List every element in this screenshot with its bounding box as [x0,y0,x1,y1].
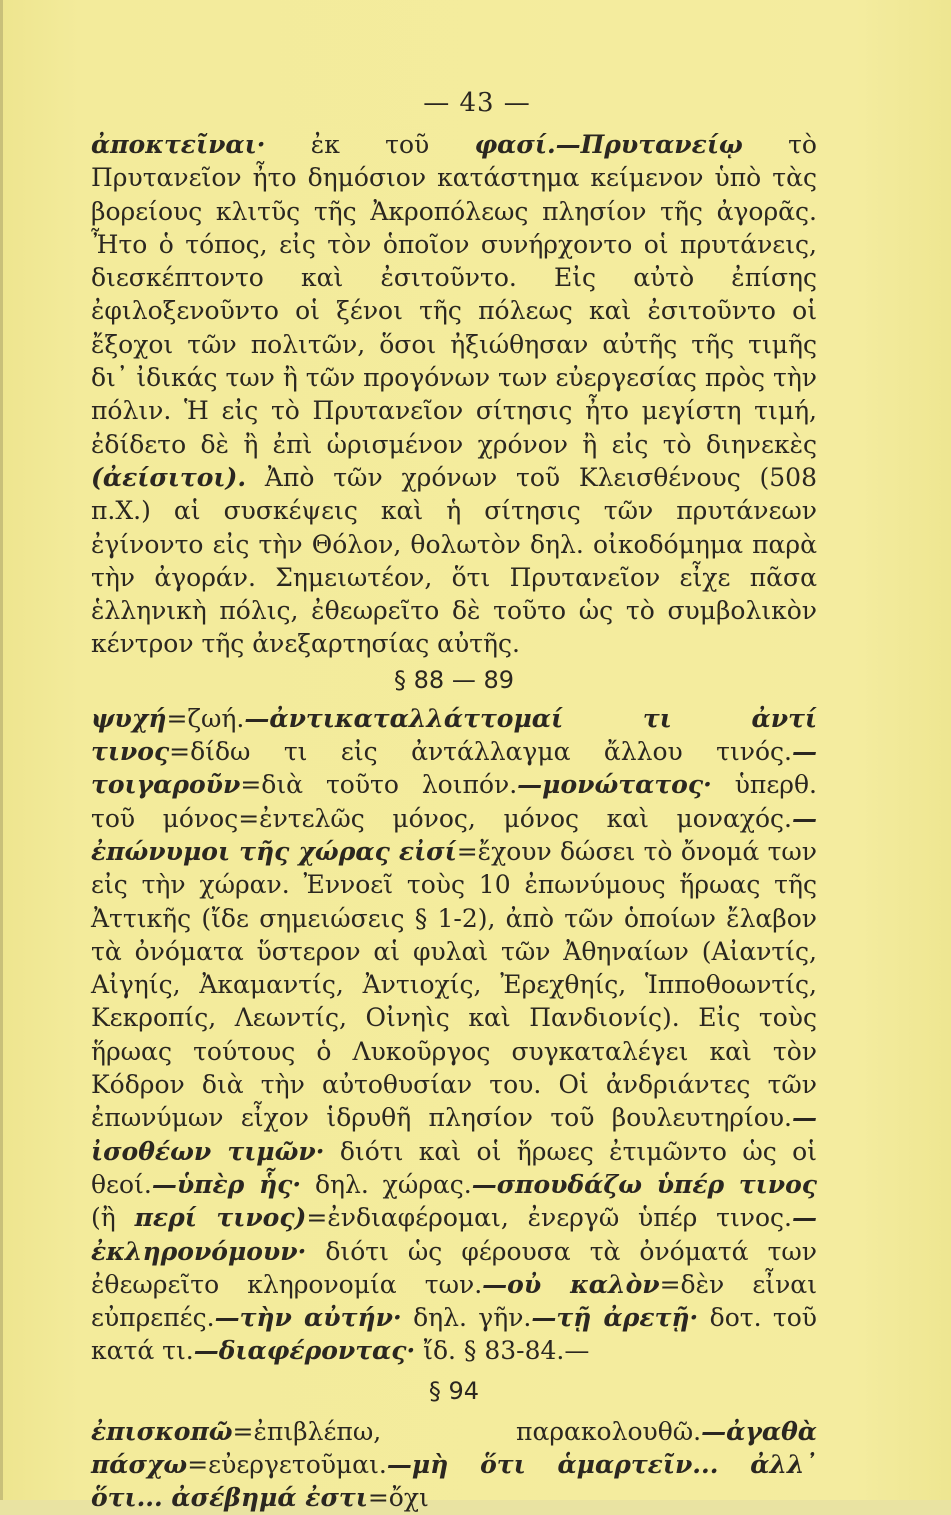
page-number: — 43 — [423,88,531,118]
gloss: =δίδω τι εἰς ἀντάλλαγμα ἄλλου τινός. [169,737,792,767]
lemma: ψυχή [91,703,167,733]
gloss: δηλ. χώρας. [301,1169,472,1199]
section-heading-88-89: § 88 — 89 [394,665,514,694]
commentary-paragraph-2 [91,702,817,1368]
lemma: —ὑπὲρ ἧς· [151,1169,302,1199]
gloss: Ἀπὸ τῶν χρόνων τοῦ Κλεισθένους (508 π.Χ.) αἱ συσκέψεις καὶ ἡ σίτησις τῶν πρυτάνεων ἐγίνοντο εἰς τὴν Θόλον, θολωτὸν δηλ. οἰκοδόμημα παρὰ τὴν ἀγοράν. Σημειωτέον, ὅτι Πρυτανεῖον εἶχε πᾶσα ἑλληνικὴ πόλις, ἐθεωρεῖτο δὲ τοῦτο ὡς τὸ συμβολικὸν κέντρον τῆς ἀνεξαρτησίας αὐτῆς. [91,462,817,659]
lemma: —μὴ ὅτι ἁμαρτεῖν... ἀλλ᾽ ὅτι... ἀσέβημά ἐστι [91,1449,817,1513]
gloss: διότι ὡς φέρουσα τὰ ὀνόματά των ἐθεωρεῖτο κληρονομία των. [91,1236,817,1299]
gloss: τὸ Πρυτανεῖον ἦτο δημόσιον κατάστημα κείμενον ὑπὸ τὰς βορείους κλιτῦς τῆς Ἀκροπόλεως πλησίον τῆς ἀγορᾶς. Ἦτο ὁ τόπος, εἰς τὸν ὁποῖον συνήρχοντο οἱ πρυτάνεις, διεσκέπτοντο καὶ ἐσιτοῦντο. Εἰς αὐτὸ ἐπίσης ἐφιλοξενοῦντο οἱ ξένοι τῆς πόλεως καὶ ἐσιτοῦντο οἱ ἔξοχοι τῶν πολιτῶν, ὅσοι ἠξιώθησαν αὐτῆς τῆς τιμῆς δι᾽ ἰδικάς των ἢ τῶν προγόνων των εὐεργεσίας πρὸς τὴν πόλιν. Ἡ εἰς τὸ Πρυτανεῖον σίτησις ἦτο μεγίστη τιμή, ἐδίδετο δὲ ἢ ἐπὶ ὡρισμένον χρόνον ἢ εἰς τὸ διηνεκὲς [91,130,817,459]
gloss: =ἐπιβλέπω, παρακολουθῶ. [232,1416,702,1446]
gloss: ὑπερθ. τοῦ μόνος=ἐντελῶς μόνος, μόνος καὶ μοναχός. [91,770,817,833]
lemma: —ἰσοθέων τιμῶν· [91,1103,817,1166]
gloss: δηλ. γῆν. [401,1303,532,1333]
lemma: περί τινος) [134,1203,307,1233]
lemma: —τῇ ἀρετῇ· [531,1303,699,1333]
lemma: —οὐ καλὸν [482,1269,660,1299]
gloss: =ζωή. [166,703,245,733]
gloss: διότι καὶ οἱ ἥρωες ἐτιμῶντο ὡς οἱ θεοί. [91,1136,817,1199]
lemma: —διαφέροντας· [193,1336,416,1366]
gloss: =διὰ τοῦτο λοιπόν. [240,770,518,800]
gloss: (ἢ [91,1203,135,1233]
lemma: —ἀντικαταλλάττομαί τι ἀντί τινος [91,703,817,767]
lemma: (ἀείσιτοι). [91,462,247,492]
lemma: —τοιγαροῦν [91,737,817,800]
lemma: — ἐπώνυμοι τῆς χώρας εἰσί [91,803,817,866]
lemma: ἀποκτεῖναι· [91,130,266,159]
gloss: δοτ. τοῦ κατά τι. [91,1303,817,1366]
gloss: =ἐνδιαφέρομαι, ἐνεργῶ ὑπέρ τινος. [306,1203,792,1233]
gloss: =δὲν εἶναι εὐπρεπές. [91,1269,817,1333]
lemma: —τὴν αὐτήν· [214,1303,402,1333]
page-body [91,128,817,1515]
lemma: —σπουδάζω ὑπέρ τινος [471,1169,817,1199]
gloss: =ἔχουν δώσει τὸ ὄνομά των εἰς τὴν χώραν. Ἐννοεῖ τοὺς 10 ἐπωνύμους ἥρωας τῆς Ἀττικῆς (ἴδε σημειώσεις § 1-2), ἀπὸ τῶν ὁποίων ἔλαβον τὰ ὀνόματα ὕστερον αἱ φυλαὶ τῶν Ἀθηναίων (Αἰαντίς, Αἰγηίς, Ἀκαμαντίς, Ἀντιοχίς, Ἐρεχθηίς, Ἱπποθοωντίς, Κεκροπίς, Λεωντίς, Οἰνηὶς καὶ Πανδιονίς). Εἰς τοὺς ἥρωας τούτους ὁ Λυκοῦργος συγκαταλέγει καὶ τὸν Κόδρον διὰ τὴν αὐτοθυσίαν του. Οἱ ἀνδριάντες τῶν ἐπωνύμων εἶχον ἱδρυθῆ πλησίον τοῦ βουλευτηρίου. [91,836,817,1133]
commentary-paragraph-1 [91,128,817,661]
lemma: —μονώτατος· [517,770,712,800]
gloss: =εὐεργετοῦμαι. [187,1449,387,1479]
gloss: ἴδ. § 83-84.— [415,1336,590,1366]
gloss: ἐκ τοῦ [265,130,475,159]
lemma: ἐπισκοπῶ [91,1416,233,1446]
lemma: —ἐκληρονόμουν· [91,1203,817,1266]
section-heading-94: § 94 [428,1376,480,1405]
lemma: —ἀγαθὰ πάσχω [91,1416,817,1479]
gloss: =ὄχι [367,1483,429,1513]
lemma: φασί.—Πρυτανείῳ [474,130,743,159]
